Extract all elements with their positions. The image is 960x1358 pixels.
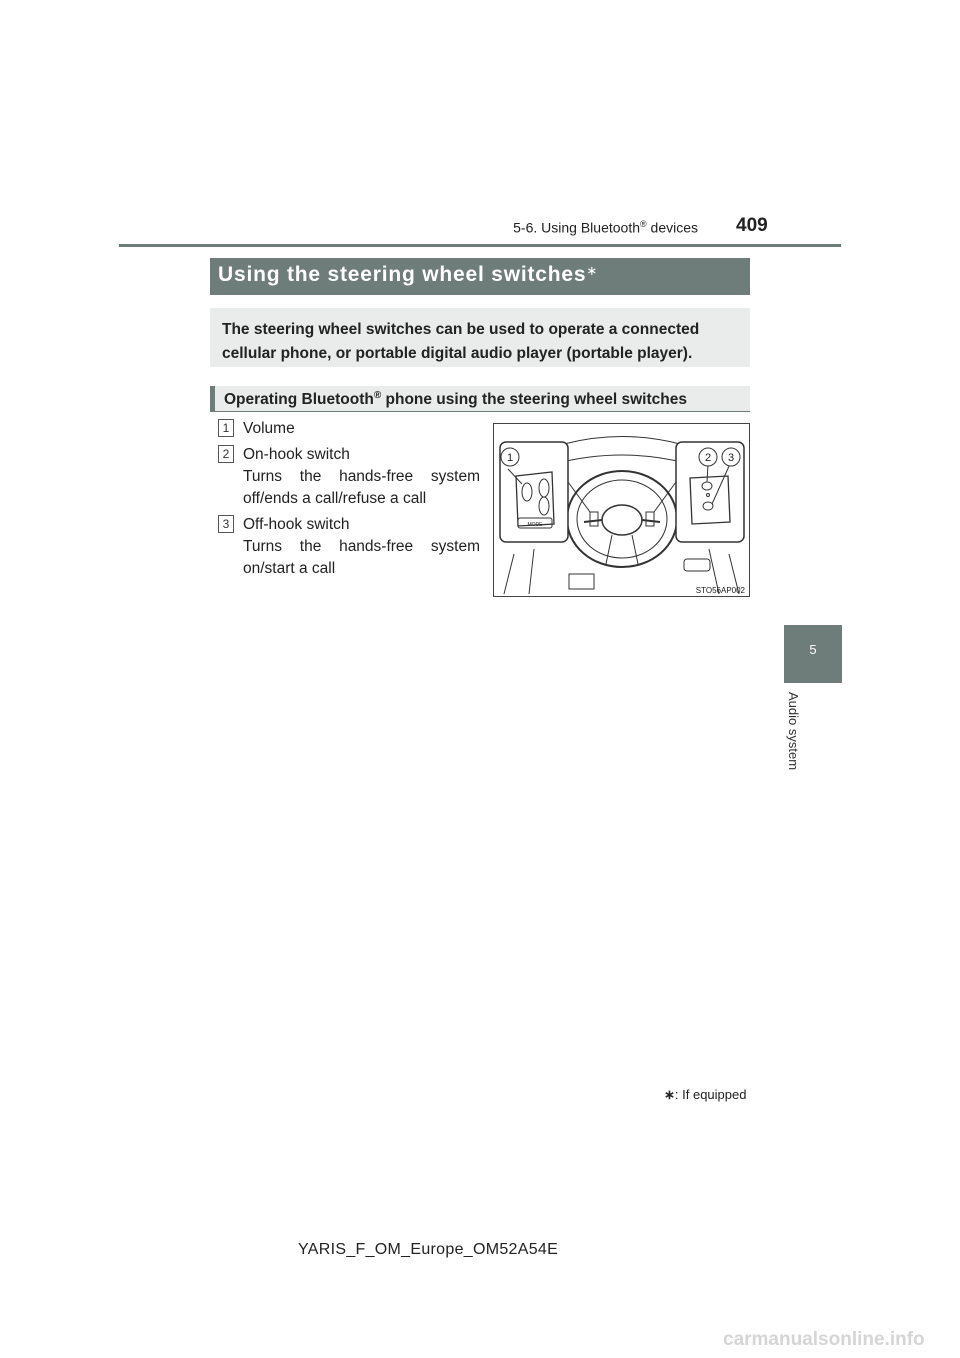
intro-text: The steering wheel switches can be used to operate a connected cellular phone, or portable digital audio player (portable player).	[222, 321, 700, 362]
steering-hub	[602, 505, 642, 535]
callout-label-3: 3	[727, 452, 735, 464]
steering-wheel-drawing	[494, 424, 749, 596]
item-number-1: 1	[218, 419, 234, 437]
section-heading-text: 5-6. Using Bluetooth	[513, 219, 640, 236]
item-label: Off-hook switch	[243, 516, 350, 533]
list-item-off-hook	[243, 514, 480, 580]
list-item-on-hook	[243, 444, 480, 510]
steering-column	[606, 535, 638, 564]
dashboard-outline	[564, 437, 680, 445]
chapter-label: Audio system	[786, 692, 801, 771]
steering-wheel-rim	[567, 471, 677, 567]
registered-mark: ®	[640, 219, 647, 229]
list-item-volume	[243, 418, 480, 440]
chapter-tab	[784, 625, 842, 683]
header-rule	[119, 244, 841, 247]
item-number-2: 2	[218, 445, 234, 463]
section-heading-suffix: devices	[646, 219, 698, 236]
callout-label-1: 1	[506, 452, 514, 464]
subheading-suffix: phone using the steering wheel switches	[381, 391, 687, 409]
illustration-code: STO56AP002	[695, 586, 745, 595]
callout-label-2: 2	[704, 452, 712, 464]
page-number: 409	[736, 215, 768, 236]
dashboard-outline	[554, 455, 690, 464]
item-label: Volume	[243, 420, 295, 437]
item-label: On-hook switch	[243, 446, 350, 463]
footnote	[664, 1087, 746, 1103]
subheading-registered-mark: ®	[373, 390, 382, 401]
steering-spokes	[584, 520, 660, 522]
subheading	[224, 390, 687, 409]
console-switch	[684, 559, 710, 571]
document-id: YARIS_F_OM_Europe_OM52A54E	[298, 1241, 559, 1258]
section-title-text: Using the steering wheel switches	[218, 263, 587, 286]
chapter-label-wrap	[784, 692, 808, 792]
steering-wheel-illustration	[493, 423, 750, 597]
watermark: carmanualsonline.info	[723, 1329, 925, 1350]
footnote-asterisk: ∗	[664, 1087, 675, 1102]
subheading-text: Operating Bluetooth	[224, 391, 374, 409]
footnote-text: : If equipped	[674, 1087, 747, 1102]
section-title	[218, 263, 598, 287]
chapter-number: 5	[809, 642, 817, 657]
console-vent	[569, 574, 594, 589]
item-description: Turns the hands-free system off/ends a call/refuse a call	[243, 468, 480, 507]
title-asterisk: ∗	[586, 263, 599, 278]
section-title-bar	[210, 258, 750, 295]
item-number-3: 3	[218, 515, 234, 533]
left-switch-small	[590, 512, 598, 526]
intro-box	[210, 308, 750, 367]
item-description: Turns the hands-free system on/start a call	[243, 538, 480, 577]
subheading-bar	[210, 386, 750, 412]
mode-label: MODE	[527, 522, 543, 528]
section-heading	[470, 219, 698, 236]
right-switch-small	[646, 512, 654, 526]
